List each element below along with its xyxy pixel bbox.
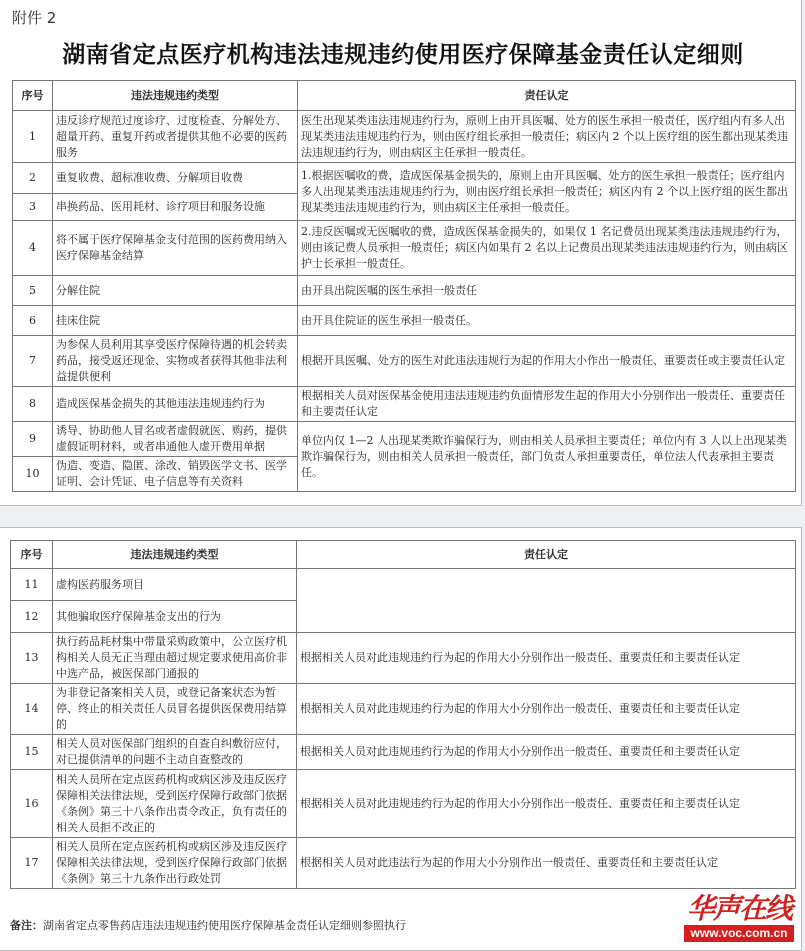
row-no: 3 [13,194,53,221]
row-no: 14 [11,684,53,735]
row-type: 为非登记备案相关人员，或登记备案状态为暂停、终止的相关责任人员冒名提供医保费用结算的 [53,684,297,735]
table-header-row [11,541,796,569]
table-row [11,633,796,684]
row-type: 执行药品耗材集中带量采购政策中，公立医疗机构相关人员无正当理由超过规定要求使用高价非中选产品，被医保部门通报的 [53,633,297,684]
row-no: 4 [13,221,53,276]
row-no: 2 [13,163,53,194]
header-resp: 责任认定 [297,541,796,569]
row-type: 挂床住院 [53,306,298,336]
header-type: 违法违规违约类型 [53,541,297,569]
row-no: 13 [11,633,53,684]
table-row [13,163,796,194]
row-type: 诱导、协助他人冒名或者虚假就医、购药，提供虚假证明材料，或者串通他人虚开费用单据 [53,422,298,457]
row-resp [297,569,796,633]
row-no: 7 [13,336,53,387]
row-resp: 根据相关人员对此违规违约行为起的作用大小分别作出一般责任、重要责任和主要责任认定 [297,684,796,735]
document-title: 湖南省定点医疗机构违法违规违约使用医疗保障基金责任认定细则 [62,41,744,68]
row-type: 相关人员对医保部门组织的自查自纠敷衍应付，对已提供清单的问题不主动自查整改的 [53,735,297,770]
row-resp: 根据相关人员对此违规违约行为起的作用大小分别作出一般责任、重要责任和主要责任认定 [297,633,796,684]
row-type: 将不属于医疗保障基金支付范围的医药费用纳入医疗保障基金结算 [53,221,298,276]
table-row [13,306,796,336]
row-no: 6 [13,306,53,336]
row-resp: 医生出现某类违法违规违约行为，原则上由开具医嘱、处方的医生承担一般责任，医疗组内有多人出现某类违法违规违约行为，则由医疗组长承担一般责任；病区内 2 个以上医疗组的医生都出现某类违法违规违约行为，则由病区主任承担一般责任。 [298,111,796,163]
responsibility-table-part-1 [12,80,796,492]
header-no: 序号 [13,81,53,111]
row-type: 为参保人员利用其享受医疗保障待遇的机会转卖药品，接受返还现金、实物或者获得其他非法利益提供便利 [53,336,298,387]
row-no: 1 [13,111,53,163]
row-resp: 由开具住院证的医生承担一般责任。 [298,306,796,336]
table-row [11,838,796,889]
table-row [11,569,796,601]
table-row [13,422,796,457]
row-no: 15 [11,735,53,770]
row-type: 分解住院 [53,276,298,306]
footnote [10,918,406,942]
row-type: 虚构医药服务项目 [53,569,297,601]
table-header-row [13,81,796,111]
table-row [13,276,796,306]
header-resp: 责任认定 [298,81,796,111]
row-no: 10 [13,457,53,492]
row-type: 串换药品、医用耗材、诊疗项目和服务设施 [53,194,298,221]
row-no: 5 [13,276,53,306]
watermark-logo: 华声在线 [686,892,791,925]
header-no: 序号 [11,541,53,569]
row-resp: 2.违反医嘱或无医嘱收的费，造成医保基金损失的，如果仅 1 名记费员出现某类违法违规违约行为，则由该记费人员承担一般责任；病区内如果有 2 名以上记费员出现某类违法违规违约行为，则由病区护士长承担一般责任。 [298,221,796,276]
page-footer [10,893,794,942]
row-no: 9 [13,422,53,457]
row-no: 12 [11,601,53,633]
watermark [684,893,794,942]
row-resp: 根据相关人员对此违规违约行为起的作用大小分别作出一般责任、重要责任和主要责任认定 [297,770,796,838]
table-row [13,336,796,387]
header-type: 违法违规违约类型 [53,81,298,111]
table-row [11,735,796,770]
table-row [13,387,796,422]
row-resp: 根据相关人员对此违规违约行为起的作用大小分别作出一般责任、重要责任和主要责任认定 [297,735,796,770]
footnote-label: 备注： [10,919,43,932]
row-no: 11 [11,569,53,601]
row-type: 其他骗取医疗保障基金支出的行为 [53,601,297,633]
row-resp: 单位内仅 1—2 人出现某类欺诈骗保行为，则由相关人员承担主要责任；单位内有 3 人以上出现某类欺诈骗保行为，则由相关人员承担一般责任，部门负责人承担重要责任，单位法人代表承担主要责任。 [298,422,796,492]
row-no: 16 [11,770,53,838]
row-resp: 1.根据医嘱收的费，造成医保基金损失的，原则上由开具医嘱、处方的医生承担一般责任；医疗组内多人出现某类违法违规违约行为，则由医疗组长承担一般责任；病区内有 2 个以上医疗组的医生都出现某类违法违规违约行为，则由病区主任承担一般责任。 [298,163,796,221]
row-resp: 根据相关人员对此违法行为起的作用大小分别作出一般责任、重要责任和主要责任认定 [297,838,796,889]
row-type: 造成医保基金损失的其他违法违规违约行为 [53,387,298,422]
row-type: 违反诊疗规范过度诊疗、过度检查、分解处方、超量开药、重复开药或者提供其他不必要的医药服务 [53,111,298,163]
row-resp: 根据相关人员对医保基金使用违法违规违约负面情形发生起的作用大小分别作出一般责任、重要责任和主要责任认定 [298,387,796,422]
row-type: 伪造、变造、隐匿、涂改、销毁医学文书、医学证明、会计凭证、电子信息等有关资料 [53,457,298,492]
row-no: 8 [13,387,53,422]
table-row [11,684,796,735]
footnote-text: 湖南省定点零售药店违法违规违约使用医疗保障基金责任认定细则参照执行 [43,919,406,932]
row-type: 相关人员所在定点医药机构或病区涉及违反医疗保障相关法律法规，受到医疗保障行政部门依据《条例》第三十八条作出责令改正，负有责任的相关人员拒不改正的 [53,770,297,838]
table-row [11,770,796,838]
row-type: 重复收费、超标准收费、分解项目收费 [53,163,298,194]
table-row [13,221,796,276]
watermark-url: www.voc.com.cn [684,925,794,942]
row-resp: 由开具出院医嘱的医生承担一般责任 [298,276,796,306]
row-resp: 根据开具医嘱、处方的医生对此违法违规行为起的作用大小作出一般责任、重要责任或主要责任认定 [298,336,796,387]
row-type: 相关人员所在定点医药机构或病区涉及违反医疗保障相关法律法规，受到医疗保障行政部门依据《条例》第三十九条作出行政处罚 [53,838,297,889]
document-page-2 [0,527,802,951]
row-no: 17 [11,838,53,889]
responsibility-table-part-2 [10,540,796,889]
table-row [13,111,796,163]
annex-label: 附件 2 [12,9,57,27]
